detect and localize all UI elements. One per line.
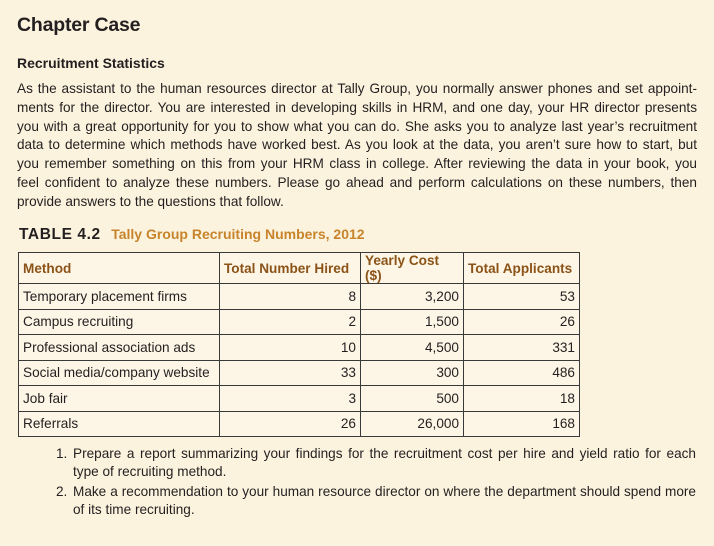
table-row [19,335,580,361]
cell-method: Temporary placement firms [19,284,220,310]
question-number: 1. [56,446,68,461]
intro-line: you with a great opportunity for you to show what you can do. She asks you to analyze last year’s recruitment [17,118,697,134]
cell-hired: 33 [220,360,361,386]
table-row [19,386,580,412]
cell-cost: 1,500 [361,309,464,335]
cell-applicants: 53 [464,284,580,310]
cell-method: Campus recruiting [19,309,220,335]
header-method: Method [19,253,220,284]
table-row [19,309,580,335]
cell-cost: 3,200 [361,284,464,310]
cell-cost: 26,000 [361,411,464,437]
intro-line: feel confident to analyze these numbers. Please go ahead and perform calculations on these numbers, then [17,174,697,190]
cell-method: Professional association ads [19,335,220,361]
cell-method: Social media/company website [19,360,220,386]
intro-line: As the assistant to the human resources director at Tally Group, you normally answer phones and set appoint- [17,81,697,96]
table-row [19,360,580,386]
cell-applicants: 486 [464,360,580,386]
intro-line: data to determine which methods have worked best. As you look at the data, you aren’t sure how to start, but [17,137,697,153]
question-item [56,483,696,518]
question-text: Prepare a report summarizing your findings for the recruitment cost per hire and yield ratio for each type of recruiting method. [73,446,696,479]
cell-hired: 10 [220,335,361,361]
intro-line: you remember something on this from your HRM class in college. After reviewing the data in your book, you [17,156,697,172]
cell-cost: 4,500 [361,335,464,361]
table-row [19,411,580,437]
cell-hired: 2 [220,309,361,335]
cell-applicants: 331 [464,335,580,361]
cell-hired: 3 [220,386,361,412]
cell-hired: 8 [220,284,361,310]
cell-cost: 300 [361,360,464,386]
cell-cost: 500 [361,386,464,412]
cell-applicants: 18 [464,386,580,412]
question-item [56,445,696,480]
cell-hired: 26 [220,411,361,437]
section-title: Recruitment Statistics [17,55,165,71]
question-number: 2. [56,484,68,499]
table-title: Tally Group Recruiting Numbers, 2012 [111,226,365,242]
question-text: Make a recommendation to your human resource director on where the department should spend more of its time recruiting. [73,484,696,517]
chapter-title: Chapter Case [17,14,141,36]
header-yearly-cost: Yearly Cost ($) [361,253,464,284]
table-header-row [19,253,580,284]
table-caption [19,226,365,244]
recruiting-table [18,252,580,437]
table-row [19,284,580,310]
cell-method: Referrals [19,411,220,437]
question-list [56,445,696,521]
cell-applicants: 26 [464,309,580,335]
header-total-applicants: Total Applicants [464,253,580,284]
table-number: TABLE 4.2 [19,226,101,243]
header-total-hired: Total Number Hired [220,253,361,284]
cell-method: Job fair [19,386,220,412]
intro-paragraph [17,80,697,212]
cell-applicants: 168 [464,411,580,437]
intro-line: provide answers to the questions that follow. [17,193,284,209]
intro-line: ments for the director. You are interested in developing skills in HRM, and one day, your HR director presents [17,99,697,115]
